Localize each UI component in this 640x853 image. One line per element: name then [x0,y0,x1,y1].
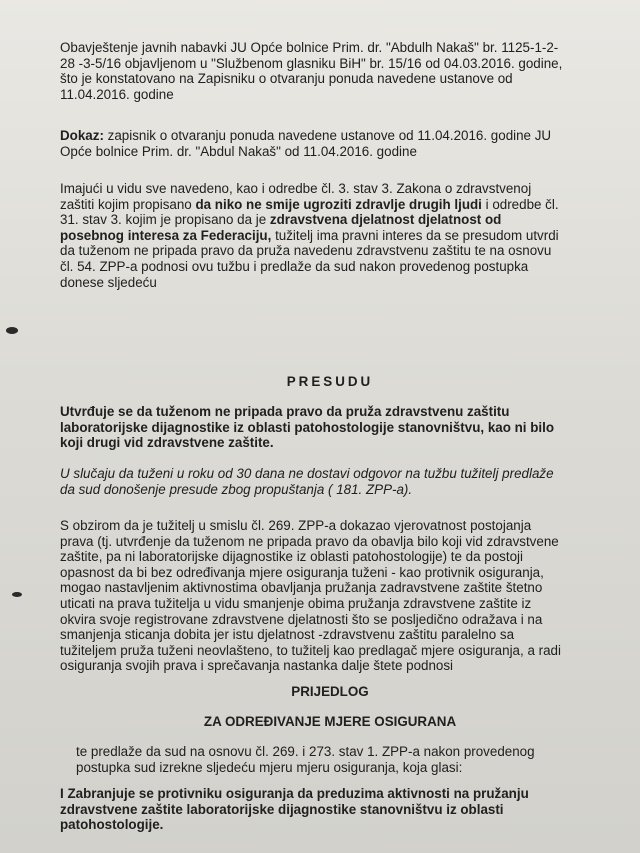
text-line: 11.04.2016. godine [60,86,174,102]
text-line: okvira svoje registrovane zdravstvene djelatnosti što se posljedično odražava i na [60,611,543,627]
paragraph-s-obzirom [60,518,616,674]
text-line: mogao nastavljenim aktivnostima obavljanja pružanja zadravstvene zaštite štetno [60,580,543,596]
text-line: zaštite, pa ni laboratorijske dijagnostike iz oblasti patohostologije) te da postoji [60,549,523,565]
text-line: S obzirom da je tužitelj u smislu čl. 269. ZPP-a dokazao vjerovatnost postojanja [60,518,532,533]
text-span: i odredbe čl. [481,196,559,212]
paragraph-dokaz [60,128,616,159]
text-line: da sud donošenje presude zbog propuštanja ( 181. ZPP-a). [60,481,413,497]
text-line: tužiteljem pruža tuženi neovlašteno, to tužitelj kao predlagač mjere osiguranja, a radi [60,642,561,658]
text-span: tužitelj ima pravni interes da se presudom utvrdi [271,227,559,243]
text-bold: posebnog interesa za Federaciju, [60,227,272,243]
text-line: smanjenja sticanja dobita jer istu djelatnost -zdravstvenu zaštitu paralelno sa [60,627,515,643]
paragraph-imajuci [60,181,616,290]
text-line: I Zabranjuje se protivniku osiguranja da preduzima aktivnosti na pružanju [60,786,529,801]
paragraph-obavjestenje [60,40,616,102]
heading-mjere-osiguranja: ZA ODREĐIVANJE MJERE OSIGURANA [203,714,457,729]
punch-hole-mark-top [6,327,18,334]
text-bold: zdravstvena djelatnost djelatnost od [269,212,502,228]
punch-hole-mark-bottom [12,592,22,597]
paragraph-te-predlaze [76,744,616,775]
heading-presudu: PRESUDU [286,374,374,389]
text-bold: da niko ne smije ugroziti zdravlje drugih ljudi [195,196,482,212]
text-line: laboratorijske dijagnostike iz oblasti patohostologije stanovništvu, kao ni bilo [60,419,555,435]
paragraph-u-slucaju [60,466,616,497]
text-line: donese sljedeću [60,274,157,290]
dokaz-label: Dokaz: [60,128,104,143]
text-line: Obavještenje javnih nabavki JU Opće bolnice Prim. dr. "Abdulh Nakaš" br. 1125-1-2- [60,40,559,55]
text-line: te predlaže da sud na osnovu čl. 269. i 273. stav 1. ZPP-a nakon provedenog [76,744,535,759]
paragraph-zabranjuje [60,786,616,833]
text-line: Imajući u vidu sve navedeno, kao i odredbe čl. 3. stav 3. Zakona o zdravstvenoj [60,181,532,196]
text-line: patohostologije. [60,817,164,833]
text-span: zaštiti kojim propisano [60,196,196,212]
text-line: U slučaju da tuženi u roku od 30 dana ne dostavi odgovor na tužbu tužitelj predlaže [60,466,554,481]
text-line: čl. 54. ZPP-a podnosi ovu tužbu i predlaže da sud nakon provedenog postupka [60,258,529,274]
text-line: Opće bolnice Prim. dr. "Abdul Nakaš" od 11.04.2016. godine [60,143,417,159]
text-span: 31. stav 3. kojim je propisano da je [60,212,270,228]
text-line: postupka sud izrekne sljedeću mjeru mjeru osiguranja, koja glasi: [76,759,463,775]
text-line: opasnost da bi bez određivanja mjere osiguranja tuženi - kao protivnik osiguranja, [60,564,544,580]
text-line: zapisnik o otvaranju ponuda navedene ustanove od 11.04.2016. godine JU [103,128,552,143]
text-line: osiguranja svojih prava i sprečavanja nastanka dalje štete podnosi [60,658,454,674]
text-line: što je konstatovano na Zapisniku o otvaranju ponuda navedene ustanove od [60,71,513,87]
text-line: da tuženom ne pripada pravo da pruža navedenu zdravstvenu zaštitu te na osnovu [60,243,552,259]
text-line: uticati na prava tužitelja u vidu smanjenje obima pružanja zdravstvene zaštite iz [60,595,532,611]
paragraph-utvrduje [60,404,616,451]
text-line: 28 -3-5/16 objavljenom u "Službenom glasniku BiH" br. 15/16 od 04.03.2016. godine, [60,55,563,71]
text-line: zdravstvene zaštite laboratorijske dijagnostike stanovništvu iz oblasti [60,801,504,817]
heading-prijedlog: PRIJEDLOG [291,684,369,699]
text-line: koji drugi vid zdravstvene zaštite. [60,435,274,451]
text-line: Utvrđuje se da tuženom ne pripada pravo da pruža zdravstvenu zaštitu [60,404,510,419]
text-line: prava (tj. utvrđenje da tuženom ne pripada pravo da obavlja bilo koji vid zdravstvene [60,533,559,549]
